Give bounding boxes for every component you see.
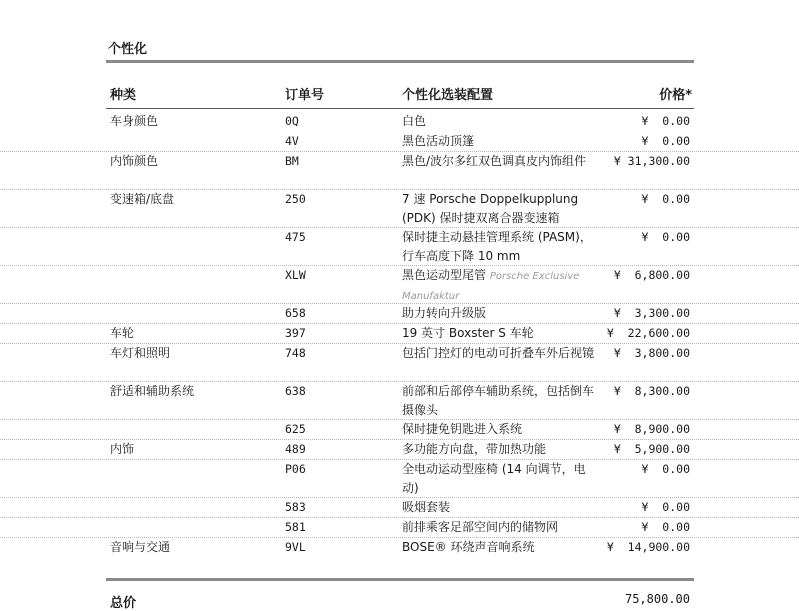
table-row — [0, 323, 799, 343]
row-order-number: 658 — [285, 306, 306, 320]
row-category: 音响与交通 — [110, 540, 171, 554]
row-option: 白色 — [402, 114, 427, 128]
row-category: 车身颜色 — [110, 114, 159, 128]
row-order-number: 625 — [285, 422, 306, 436]
row-option: 黑色活动顶篷 — [402, 134, 475, 148]
table-row — [0, 537, 799, 557]
row-order-number: 250 — [285, 192, 306, 206]
row-price: ¥ 3,300.00 — [613, 306, 690, 320]
row-price: ¥ 0.00 — [641, 114, 690, 128]
row-category: 车灯和照明 — [110, 346, 171, 360]
row-option: 助力转向升级版 — [402, 306, 487, 320]
table-row — [0, 151, 799, 189]
row-option: BOSE® 环绕声音响系统 — [402, 540, 535, 554]
row-option: 全电动运动型座椅 (14 向调节，电动) — [402, 462, 586, 495]
top-divider — [106, 60, 694, 63]
row-price: ¥ 8,300.00 — [613, 384, 690, 398]
row-order-number: 4V — [285, 134, 299, 148]
row-option: 保时捷免钥匙进入系统 — [402, 422, 523, 436]
row-option: 19 英寸 Boxster S 车轮 — [402, 326, 534, 340]
table-row — [0, 227, 799, 265]
row-category: 内饰颜色 — [110, 154, 159, 168]
row-price: ¥ 0.00 — [641, 500, 690, 514]
header-order-number: 订单号 — [285, 88, 325, 103]
table-row — [0, 111, 799, 131]
table-row — [0, 419, 799, 439]
section-title: 个性化 — [108, 42, 148, 57]
row-price: ¥ 0.00 — [641, 520, 690, 534]
header-category: 种类 — [110, 88, 137, 103]
row-order-number: BM — [285, 154, 299, 168]
row-category: 内饰 — [110, 442, 135, 456]
row-option: 保时捷主动悬挂管理系统 (PASM)，行车高度下降 10 mm — [402, 230, 592, 263]
row-price: ¥ 22,600.00 — [606, 326, 690, 340]
row-order-number: 397 — [285, 326, 306, 340]
row-option: 黑色/波尔多红双色调真皮内饰组件 — [402, 154, 587, 168]
row-category: 变速箱/底盘 — [110, 192, 175, 206]
row-option: 包括门控灯的电动可折叠车外后视镜 — [402, 346, 595, 360]
row-price: ¥ 3,800.00 — [613, 346, 690, 360]
row-price: ¥ 8,900.00 — [613, 422, 690, 436]
table-header — [0, 84, 799, 103]
row-order-number: XLW — [285, 268, 306, 282]
table-row — [0, 459, 799, 497]
table-row — [0, 303, 799, 323]
table-row — [0, 189, 799, 227]
row-option: 前部和后部停车辅助系统，包括倒车摄像头 — [402, 384, 595, 417]
row-option: 前排乘客足部空间内的储物网 — [402, 520, 559, 534]
table-row — [0, 497, 799, 517]
row-price: ¥ 14,900.00 — [606, 540, 690, 554]
table-row — [0, 131, 799, 151]
table-row — [0, 381, 799, 419]
row-order-number: 9VL — [285, 540, 306, 554]
row-order-number: 489 — [285, 442, 306, 456]
brand-tag: Porsche Exclusive Manufaktur — [402, 271, 580, 302]
row-price: ¥ 0.00 — [641, 230, 690, 244]
row-price: ¥ 6,800.00 — [613, 268, 690, 282]
row-option-with-brand — [402, 266, 602, 306]
row-order-number: 748 — [285, 346, 306, 360]
table-row — [0, 343, 799, 381]
row-order-number: 638 — [285, 384, 306, 398]
table-row — [0, 517, 799, 537]
row-category: 舒适和辅助系统 — [110, 384, 195, 398]
row-price: ¥ 0.00 — [641, 192, 690, 206]
total-value: 75,800.00 — [624, 592, 690, 606]
row-option: 7 速 Porsche Doppelkupplung (PDK) 保时捷双离合器变速箱 — [402, 192, 579, 225]
row-price: ¥ 0.00 — [641, 134, 690, 148]
row-category: 车轮 — [110, 326, 135, 340]
row-order-number: P06 — [285, 462, 306, 476]
header-price: 价格* — [659, 88, 692, 103]
row-price: ¥ 5,900.00 — [613, 442, 690, 456]
row-order-number: 0Q — [285, 114, 299, 128]
row-order-number: 581 — [285, 520, 306, 534]
header-option: 个性化选装配置 — [402, 88, 494, 103]
table-row — [0, 265, 799, 303]
row-order-number: 583 — [285, 500, 306, 514]
table-row — [0, 439, 799, 459]
row-option: 黑色运动型尾管 — [402, 268, 487, 282]
row-price: ¥ 31,300.00 — [613, 154, 690, 168]
row-price: ¥ 0.00 — [641, 462, 690, 476]
row-order-number: 475 — [285, 230, 306, 244]
header-divider — [106, 108, 694, 109]
row-option: 吸烟套装 — [402, 500, 451, 514]
row-option: 多功能方向盘，带加热功能 — [402, 442, 547, 456]
options-table — [0, 111, 799, 557]
bottom-divider — [106, 578, 694, 581]
total-label: 总价 — [110, 596, 137, 611]
